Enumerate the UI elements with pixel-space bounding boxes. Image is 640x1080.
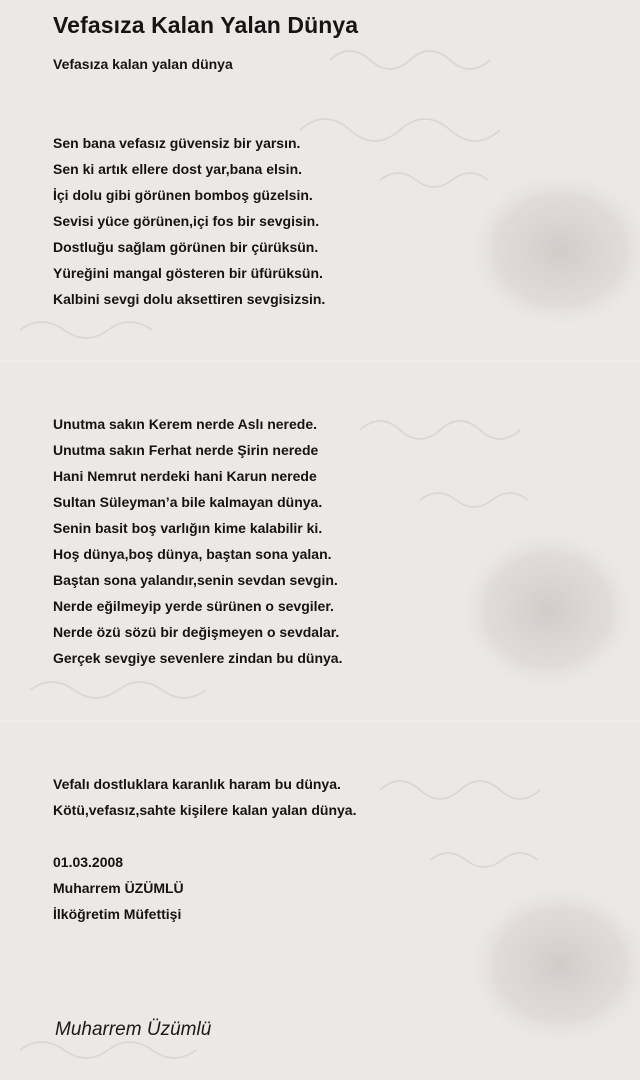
signature-role: İlköğretim Müfettişi	[53, 906, 182, 922]
poem-line: Hoş dünya,boş dünya, baştan sona yalan.	[53, 546, 332, 562]
poem-line: Kalbini sevgi dolu aksettiren sevgisizsin.	[53, 291, 326, 307]
poem-line: Gerçek sevgiye sevenlere zindan bu dünya.	[53, 650, 343, 666]
stanza-1	[53, 130, 325, 312]
poem-line: Sen bana vefasız güvensiz bir yarsın.	[53, 135, 301, 151]
stanza-2	[53, 411, 342, 671]
poem-line: Unutma sakın Kerem nerde Aslı nerede.	[53, 416, 318, 432]
poem-line: Yüreğini mangal gösteren bir üfürüksün.	[53, 265, 323, 281]
poem-line: Dostluğu sağlam görünen bir çürüksün.	[53, 239, 319, 255]
signature-date: 01.03.2008	[53, 854, 124, 870]
page-title: Vefasıza Kalan Yalan Dünya	[53, 12, 359, 38]
poem-line: Senin basit boş varlığın kime kalabilir ki.	[53, 520, 323, 536]
poem-line: Sevisi yüce görünen,içi fos bir sevgisin.	[53, 213, 320, 229]
author-name: Muharrem Üzümlü	[55, 1019, 212, 1040]
poem-line: Sen ki artık ellere dost yar,bana elsin.	[53, 161, 303, 177]
poem-line: Nerde eğilmeyip yerde sürünen o sevgiler.	[53, 598, 334, 614]
poem-line: Vefalı dostluklara karanlık haram bu dünya.	[53, 776, 341, 792]
signature-name: Muharrem ÜZÜMLÜ	[53, 880, 184, 896]
poem-line: Baştan sona yalandır,senin sevdan sevgin.	[53, 572, 338, 588]
poem-subtitle: Vefasıza kalan yalan dünya	[53, 56, 233, 72]
poem-line: Kötü,vefasız,sahte kişilere kalan yalan dünya.	[53, 802, 357, 818]
poem-line: İçi dolu gibi görünen bomboş güzelsin.	[53, 187, 313, 203]
signature-block	[53, 849, 184, 927]
poem-line: Nerde özü sözü bir değişmeyen o sevdalar.	[53, 624, 340, 640]
poem-line: Hani Nemrut nerdeki hani Karun nerede	[53, 468, 317, 484]
poem-line: Sultan Süleyman’a bile kalmayan dünya.	[53, 494, 323, 510]
poem-line: Unutma sakın Ferhat nerde Şirin nerede	[53, 442, 319, 458]
stanza-3	[53, 771, 356, 823]
